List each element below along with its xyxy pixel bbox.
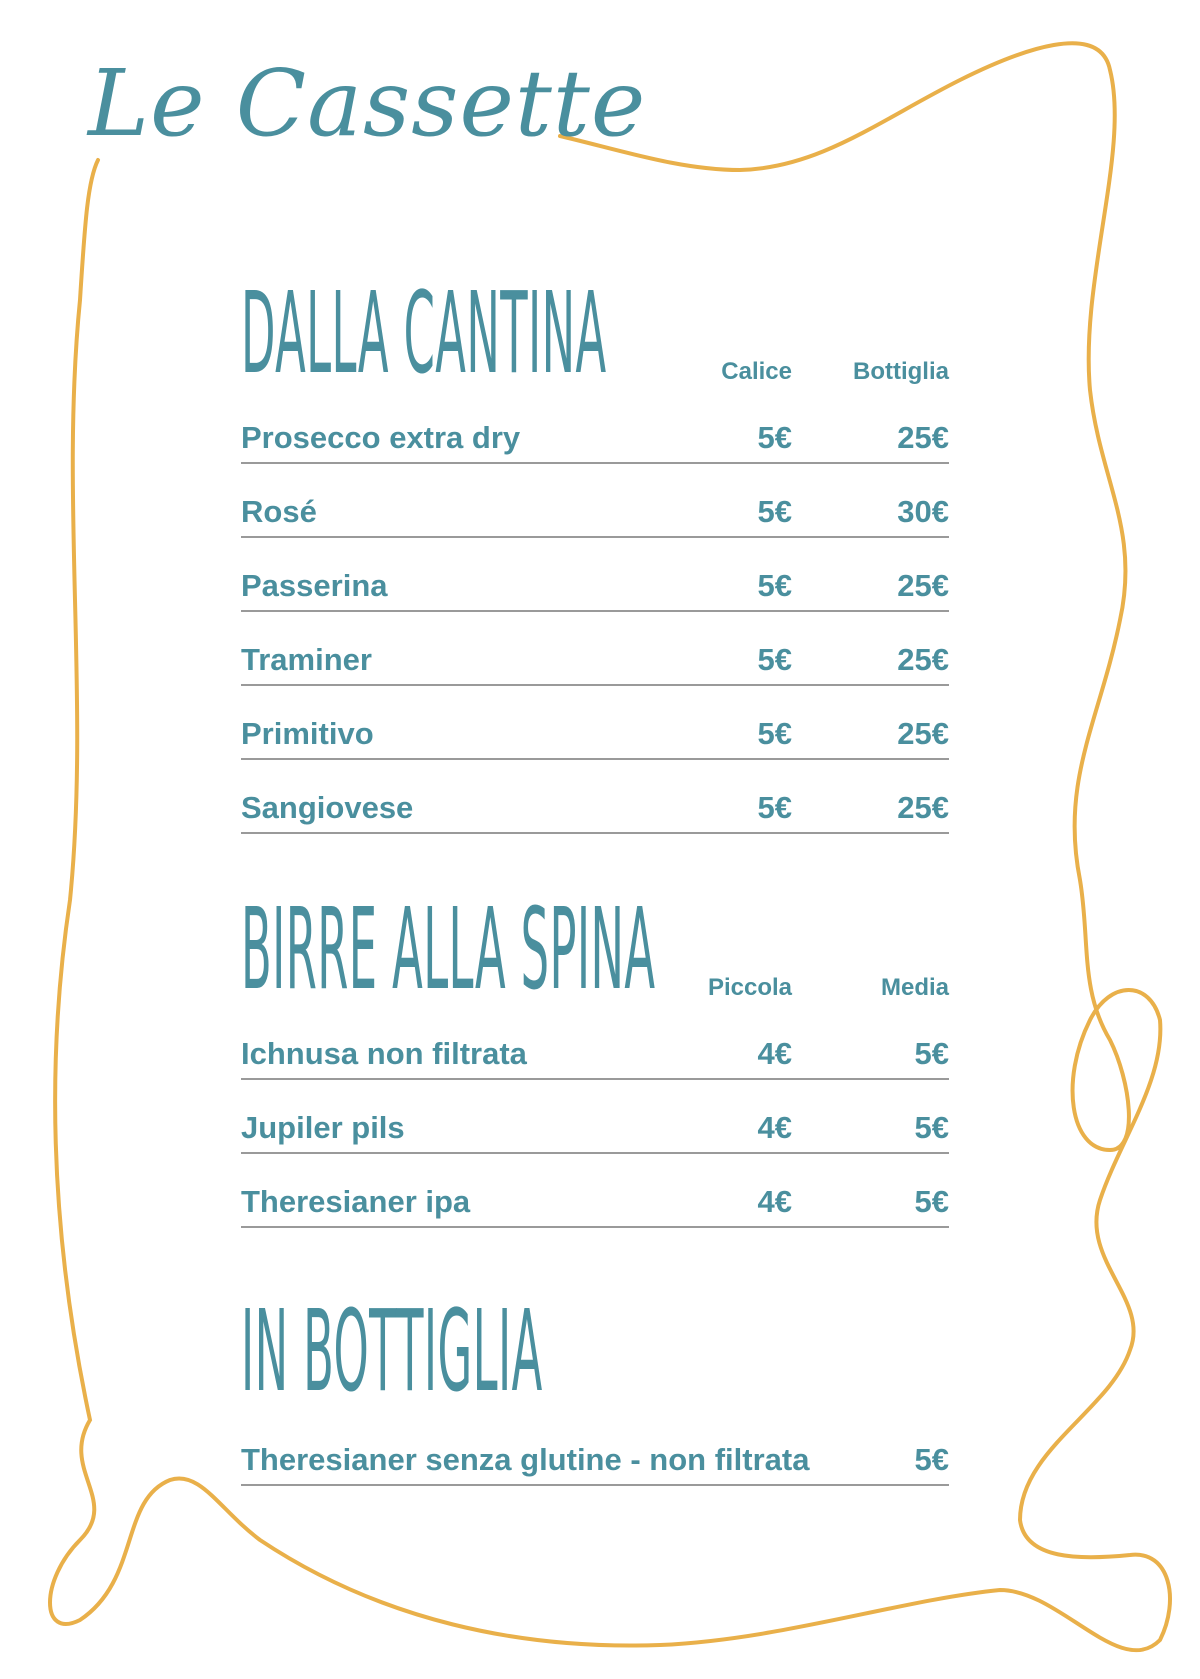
item-name: Jupiler pils [241, 1110, 405, 1145]
column-label-bottiglia: Bottiglia [853, 358, 949, 385]
column-label-calice: Calice [721, 358, 792, 385]
item-name: Primitivo [241, 716, 374, 751]
section-header [241, 885, 949, 1015]
item-name: Theresianer ipa [241, 1184, 471, 1219]
section-birre-alla-spina [241, 885, 949, 1228]
price-media: 5€ [914, 1184, 949, 1219]
item-name: Passerina [241, 568, 388, 603]
section-title: IN BOTTIGLIA [241, 1287, 543, 1417]
column-label-media: Media [880, 974, 949, 1001]
price-bottiglia: 25€ [897, 790, 949, 825]
menu-item-row [241, 1412, 949, 1486]
item-name: Ichnusa non filtrata [241, 1036, 527, 1071]
price-piccola: 4€ [757, 1110, 792, 1145]
column-label-piccola: Piccola [707, 974, 792, 1001]
menu-item-row [241, 464, 949, 538]
price-calice: 5€ [757, 642, 792, 677]
section-header [241, 269, 949, 399]
item-name: Prosecco extra dry [241, 420, 521, 455]
item-name: Sangiovese [241, 790, 414, 825]
price-calice: 5€ [757, 420, 792, 455]
menu-item-row [241, 390, 949, 464]
menu-item-row [241, 686, 949, 760]
menu-item-row [241, 538, 949, 612]
price-calice: 5€ [757, 568, 792, 603]
section-in-bottiglia [241, 1287, 949, 1486]
price-bottiglia: 25€ [897, 420, 949, 455]
price: 5€ [914, 1442, 949, 1477]
menu-item-row [241, 1154, 949, 1228]
price-calice: 5€ [757, 716, 792, 751]
price-media: 5€ [914, 1036, 949, 1071]
price-calice: 5€ [757, 494, 792, 529]
section-dalla-cantina [241, 269, 949, 834]
price-media: 5€ [914, 1110, 949, 1145]
item-name: Theresianer senza glutine - non filtrata [241, 1442, 810, 1477]
brand-logo: Le Cassette [88, 50, 647, 157]
price-piccola: 4€ [757, 1036, 792, 1071]
price-bottiglia: 25€ [897, 716, 949, 751]
menu-item-row [241, 1006, 949, 1080]
menu-item-row [241, 760, 949, 834]
price-piccola: 4€ [757, 1184, 792, 1219]
price-calice: 5€ [757, 790, 792, 825]
item-name: Rosé [241, 494, 317, 529]
section-title: DALLA CANTINA [241, 269, 607, 399]
section-title: BIRRE ALLA SPINA [241, 885, 656, 1015]
price-bottiglia: 25€ [897, 568, 949, 603]
price-bottiglia: 25€ [897, 642, 949, 677]
item-name: Traminer [241, 642, 372, 677]
price-bottiglia: 30€ [897, 494, 949, 529]
menu-item-row [241, 612, 949, 686]
section-header [241, 1287, 949, 1417]
menu-item-row [241, 1080, 949, 1154]
